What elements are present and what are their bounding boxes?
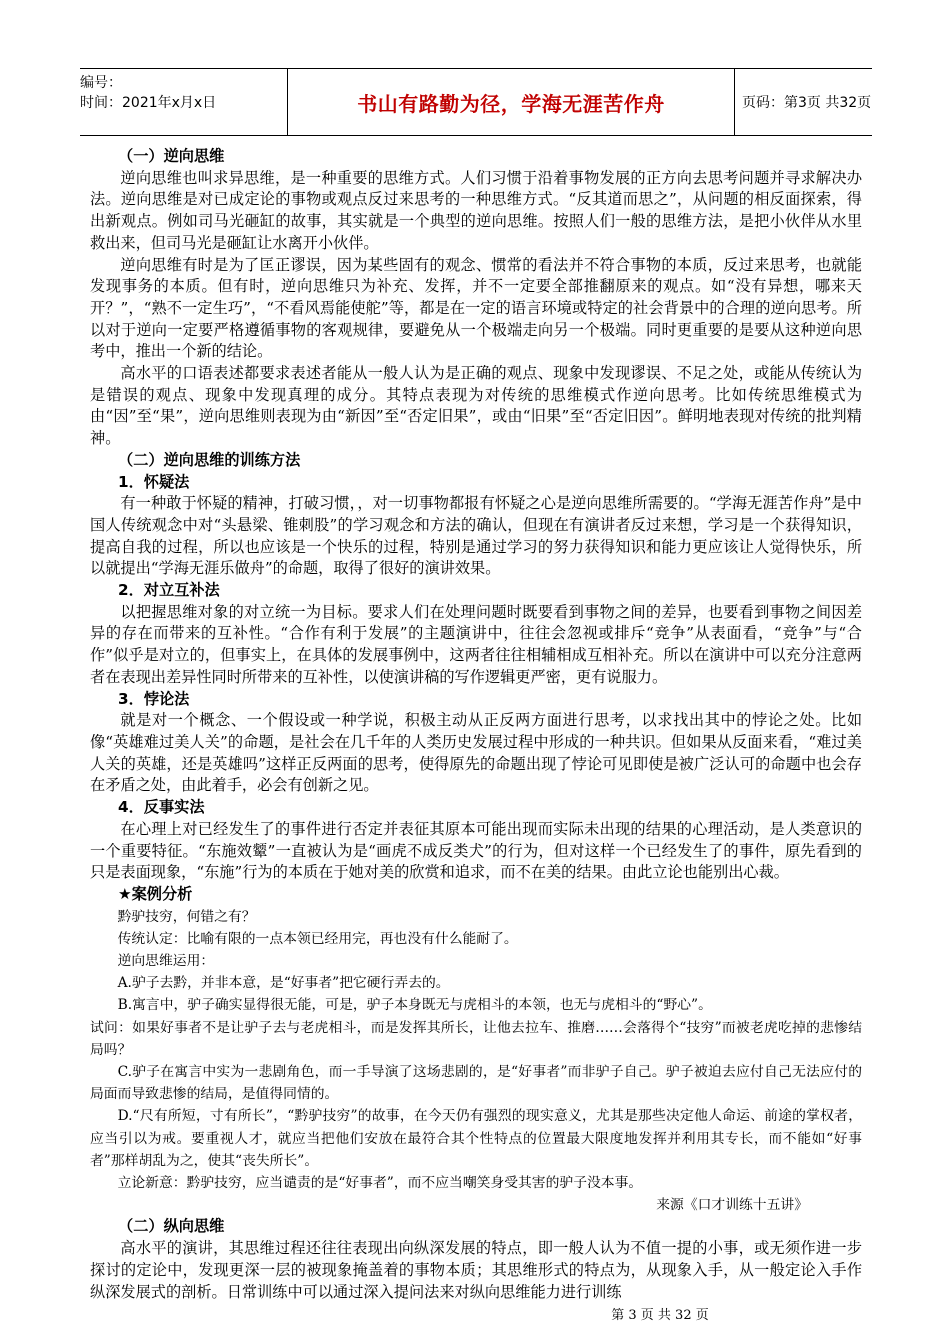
method-heading: 1．怀疑法 bbox=[118, 472, 190, 491]
time-label: 时间：2021年x月x日 bbox=[80, 95, 217, 111]
case-line: 黔驴技穷，何错之有？ bbox=[117, 908, 256, 925]
paragraph: 高水平的口语表述都要求表述者能从一般人认为是正确的观点、现象中发现谬误、不足之处，或能从传统认为是错误的观点、现象中发现真理的成分。其特点表现为对传统的思维模式作逆向思考。比如传统思维模式为由“因”至“果”，逆向思维则表现为由“新因”至“否定旧果”，或由“旧果”至“否定旧因”。鲜明地表现对传统的批判精神。 bbox=[90, 364, 862, 448]
header-motto: 书山有路勤为径，学海无涯苦作舟 bbox=[357, 91, 665, 116]
paragraph: 高水平的演讲，其思维过程还往往表现出向纵深发展的特点，即一般人认为不值一提的小事，或无须作进一步探讨的定论中，发现更深一层的被现象掩盖着的事物本质；其思维形式的特点为，从现象入手，从一般定论入手作纵深发展式的剖析。日常训练中可以通过深入提问法来对纵向思维能力进行训练 bbox=[90, 1239, 862, 1301]
header-motto-cell bbox=[288, 69, 735, 135]
paragraph: 在心理上对已经发生了的事件进行否定并表征其原本可能出现而实际未出现的结果的心理活动，是人类意识的一个重要特征。“东施效颦”一直被认为是“画虎不成反类犬”的行为，但对这样一个已经发生了的事件，原先看到的只是表面现象，“东施”行为的本质在于她对美的欣赏和追求，而不在美的结果。由此立论也能别出心裁。 bbox=[90, 819, 862, 882]
case-line: 传统认定：比喻有限的一点本领已经用完，再也没有什么能耐了。 bbox=[117, 930, 518, 947]
number-label: 编号： bbox=[80, 75, 122, 91]
paragraph: 逆向思维也叫求异思维，是一种重要的思维方式。人们习惯于沿着事物发展的正方向去思考问题并寻求解决办法。逆向思维是对已成定论的事物或观点反过来思考的一种思维方式。“反其道而思之”，从问题的相反面探索，得出新观点。例如司马光砸缸的故事，其实就是一个典型的逆向思维。按照人们一般的思维方法，是把小伙伴从水里救出来，但司马光是砸缸让水离开小伙伴。 bbox=[90, 168, 862, 252]
page-footer: 第 3 页 共 32 页 bbox=[611, 1308, 709, 1323]
section-heading: （一）逆向思维 bbox=[118, 147, 225, 165]
header-meta bbox=[80, 69, 288, 135]
document-body bbox=[90, 146, 862, 1303]
header-page-label: 页码：第3页 共32页 bbox=[742, 95, 872, 111]
page-header bbox=[80, 68, 872, 136]
case-question: 试问：如果好事者不是让驴子去与老虎相斗，而是发挥其所长，让他去拉车、推磨……会落得个“技穷”而被老虎吃掉的悲惨结局吗？ bbox=[90, 1019, 862, 1058]
paragraph: 逆向思维有时是为了匡正谬误，因为某些固有的观念、惯常的看法并不符合事物的本质，反过来思考，也就能发现事务的本质。但有时，逆向思维只为补充、发挥，并不一定要全部推翻原来的观点。如“没有异想，哪来天开？”，“熟不一定生巧”，“不看风焉能使舵”等，都是在一定的语言环境或特定的社会背景中的合理的逆向思考。所以对于逆向一定要严格遵循事物的客观规律，要避免从一个极端走向另一个极端。同时更重要的是要从这种逆向思考中，推出一个新的结论。 bbox=[90, 255, 862, 361]
method-heading: 4．反事实法 bbox=[118, 798, 205, 817]
paragraph: 就是对一个概念、一个假设或一种学说，积极主动从正反两方面进行思考，以求找出其中的悖论之处。比如像“英雄难过美人关”的命题，是社会在几千年的人类历史发展过程中形成的一种共识。但如果从反面来看，“难过美人关的英雄，还是英雄吗”这样正反两面的思考，使得原先的命题出现了悖论可见即使是被广泛认可的命题中也会存在矛盾之处，由此着手，必会有创新之见。 bbox=[90, 711, 862, 795]
method-heading: 3．悖论法 bbox=[118, 689, 190, 708]
case-item-b: B.寓言中，驴子确实显得很无能，可是，驴子本身既无与虎相斗的本领，也无与虎相斗的“野心”。 bbox=[117, 997, 712, 1014]
section-heading: （二）纵向思维 bbox=[118, 1217, 225, 1236]
paragraph: 以把握思维对象的对立统一为目标。要求人们在处理问题时既要看到事物之间的差异，也要看到事物之间因差异的存在而带来的互补性。“合作有利于发展”的主题演讲中，往往会忽视或排斥“竞争”从表面看，“竞争”与“合作”似乎是对立的，但事实上，在具体的发展事例中，这两者往往相辅相成互相补充。所以在演讲中可以充分注意两者在表现出差异性同时所带来的互补性，以使演讲稿的写作逻辑更严密，更有说服力。 bbox=[90, 602, 862, 686]
case-line: 逆向思维运用： bbox=[117, 953, 215, 970]
case-conclusion: 立论新意：黔驴技穷，应当谴责的是“好事者”，而不应当嘲笑身受其害的驴子没本事。 bbox=[117, 1175, 643, 1192]
case-item-c: C.驴子在寓言中实为一悲剧角色，而一手导演了这场悲剧的，是“好事者”而非驴子自己。驴子被迫去应付自己无法应付的局面而导致悲惨的结局，是值得同情的。 bbox=[90, 1064, 862, 1103]
method-heading: 2．对立互补法 bbox=[118, 581, 220, 600]
case-heading: ★案例分析 bbox=[118, 884, 193, 903]
case-item-a: A.驴子去黔，并非本意，是“好事者”把它硬行弄去的。 bbox=[117, 975, 450, 992]
section-heading: （二）逆向思维的训练方法 bbox=[118, 450, 301, 469]
paragraph: 有一种敢于怀疑的精神，打破习惯，，对一切事物都报有怀疑之心是逆向思维所需要的。“学海无涯苦作舟”是中国人传统观念中对“头悬梁、锥刺股”的学习观念和方法的确认，但现在有演讲者反过来想，学习是一个获得知识，提高自我的过程，所以也应该是一个快乐的过程，特别是通过学习的努力获得知识和能力更应该让人觉得快乐，所以就提出“学海无涯乐做舟”的命题，取得了很好的演讲效果。 bbox=[90, 494, 862, 578]
case-source: 来源《口才训练十五讲》 bbox=[656, 1197, 808, 1214]
case-item-d: D.“尺有所短，寸有所长”，“黔驴技穷”的故事，在今天仍有强烈的现实意义，尤其是那些决定他人命运、前途的掌权者，应当引以为戒。要重视人才，就应当把他们安放在最符合其个性特点的位置最大限度地发挥并利用其专长，而不能如“好事者”那样胡乱为之，使其“丧失所长”。 bbox=[90, 1108, 862, 1169]
